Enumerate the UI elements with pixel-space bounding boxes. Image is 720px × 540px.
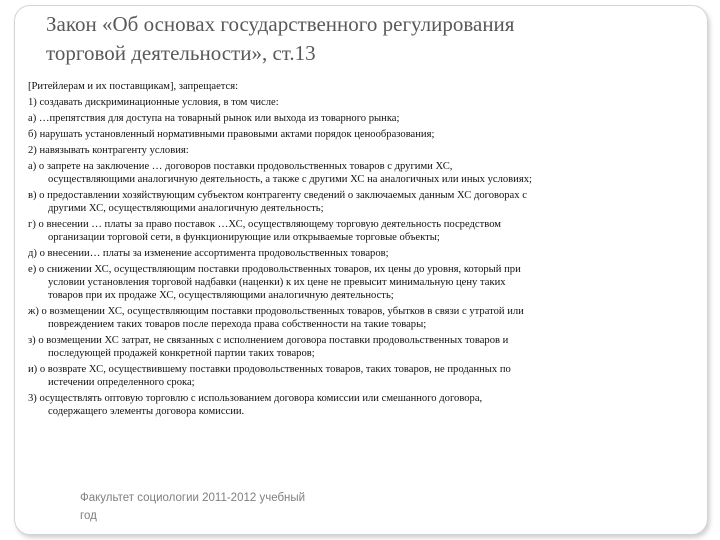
- footer-line-2: год: [80, 510, 97, 522]
- list-item-text: б) нарушать установленный нормативными правовыми актами порядок ценообразования;: [28, 129, 435, 140]
- list-item-continuation: товаров при их продаже ХС, осуществляющими аналогичную деятельность;: [48, 290, 394, 301]
- list-item-text: и) о возврате ХС, осуществившему поставки продовольственных товаров, таких товаров, не проданных по: [28, 364, 511, 375]
- list-item: [28, 112, 698, 125]
- list-item-continuation: другими ХС, осуществляющими аналогичную деятельность;: [48, 203, 324, 214]
- list-item-text: д) о внесении… платы за изменение ассортимента продовольственных товаров;: [28, 248, 389, 259]
- list-item-continuation: истечении определенного срока;: [48, 377, 195, 388]
- footer-line-1: Факультет социологии 2011-2012 учебный: [80, 492, 306, 504]
- list-item: [28, 218, 698, 244]
- list-item: [28, 392, 698, 418]
- slide-footer: [80, 489, 380, 525]
- list-item: [28, 263, 698, 302]
- list-item-continuation: повреждением таких товаров после перехода права собственности на такие товары;: [48, 319, 427, 330]
- list-item-continuation: последующей продажей конкретной партии таких товаров;: [48, 348, 315, 359]
- list-item-text: а) о запрете на заключение … договоров поставки продовольственных товаров с другими ХС,: [28, 161, 453, 172]
- list-item-continuation: осуществляющими аналогичную деятельность, а также с другими ХС на аналогичных или иных условиях;: [48, 174, 532, 185]
- list-item-continuation: организации торговой сети, в функционирующие или открываемые торговые объекты;: [48, 232, 440, 243]
- list-item: [28, 144, 698, 157]
- list-item: [28, 305, 698, 331]
- list-item: [28, 363, 698, 389]
- list-item-text: в) о предоставлении хозяйствующим субъектом контрагенту сведений о заключаемых данным ХС договорах с: [28, 190, 527, 201]
- list-item-continuation: содержащего элементы договора комиссии.: [48, 406, 245, 417]
- slide-title: [46, 10, 686, 68]
- list-item: [28, 189, 698, 215]
- slide-title-line-1: Закон «Об основах государственного регулирования: [46, 12, 515, 36]
- list-item: [28, 128, 698, 141]
- slide-title-line-2: торговой деятельности», ст.13: [46, 41, 316, 65]
- list-item: [28, 247, 698, 260]
- list-item: [28, 334, 698, 360]
- list-item-text: 1) создавать дискриминационные условия, в том числе:: [28, 97, 279, 108]
- list-item-text: ж) о возмещении ХС, осуществляющим поставки продовольственных товаров, убытков в связи с утратой или: [28, 306, 524, 317]
- list-item: [28, 80, 698, 93]
- list-item-text: 2) навязывать контрагенту условия:: [28, 145, 189, 156]
- list-item-text: а) …препятствия для доступа на товарный рынок или выхода из товарного рынка;: [28, 113, 400, 124]
- list-item-continuation: условии установления торговой надбавки (наценки) к их цене не превысит минимальную цену таких: [48, 277, 506, 288]
- list-item-text: 3) осуществлять оптовую торговлю с использованием договора комиссии или смешанного договора,: [28, 393, 483, 404]
- list-item-text: г) о внесении … платы за право поставок …ХС, осуществляющему торговую деятельность посредством: [28, 219, 501, 230]
- list-item-text: з) о возмещении ХС затрат, не связанных с исполнением договора поставки продовольственных товаров и: [28, 335, 509, 346]
- list-item: [28, 96, 698, 109]
- slide-body: [28, 80, 698, 421]
- list-item-text: [Ритейлерам и их поставщикам], запрещается:: [28, 81, 239, 92]
- list-item-text: е) о снижении ХС, осуществляющим поставки продовольственных товаров, их цены до уровня, который при: [28, 264, 521, 275]
- list-item: [28, 160, 698, 186]
